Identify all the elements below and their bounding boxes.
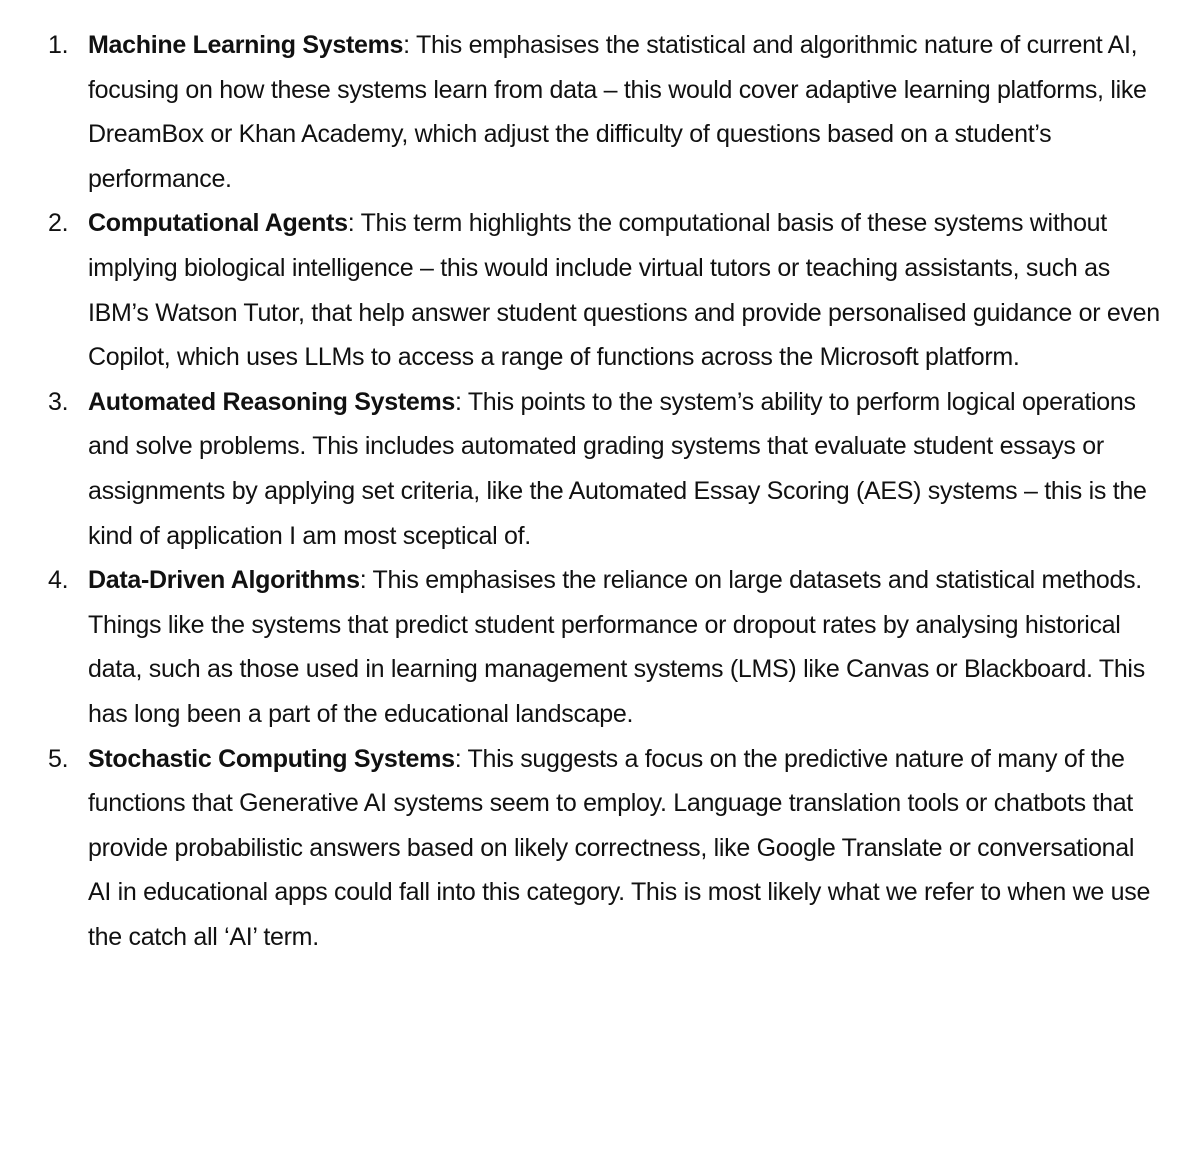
list-item-description: : This points to the system’s ability to perform logical operations and solve problems. This includes automated grading systems that evaluate student essays or assignments by applying set criteria, like the Automated Essay Scoring (AES) systems – this is the kind of application I am most sceptical of. (88, 387, 1147, 550)
list-item-description: : This emphasises the statistical and algorithmic nature of current AI, focusing on how these systems learn from data – this would cover adaptive learning platforms, like DreamBox or Khan Academy, which adjust the difficulty of questions based on a student’s performance. (88, 31, 1147, 193)
list-item-number: 4. (48, 566, 69, 595)
list-item-computational-agents (48, 201, 1160, 379)
list-item-term: Computational Agents (88, 209, 348, 238)
list-item-stochastic-computing-systems (48, 737, 1160, 960)
list-item-term: Automated Reasoning Systems (88, 387, 455, 416)
list-item-term: Machine Learning Systems (88, 31, 404, 59)
list-item-data-driven-algorithms (48, 558, 1160, 736)
list-item-number: 2. (48, 209, 69, 238)
list-item-description: : This term highlights the computational basis of these systems without implying biological intelligence – this would include virtual tutors or teaching assistants, such as IBM’s Watson Tutor, that help answer student questions and provide personalised guidance or even Copilot, which uses LLMs to access a range of functions across the Microsoft platform. (88, 209, 1160, 372)
list-item-description: : This emphasises the reliance on large datasets and statistical methods. Things like the systems that predict student performance or dropout rates by analysing historical data, such as those used in learning management systems (LMS) like Canvas or Blackboard. This has long been a part of the educational landscape. (88, 566, 1145, 728)
list-item-automated-reasoning-systems (48, 380, 1160, 558)
list-item-term: Stochastic Computing Systems (88, 744, 455, 773)
list-item-number: 1. (48, 31, 69, 59)
list-item-description: : This suggests a focus on the predictive nature of many of the functions that Generative AI systems seem to employ. Language translation tools or chatbots that provide probabilistic answers based on likely correctness, like Google Translate or conversational AI in educational apps could fall into this category. This is most likely what we refer to when we use the catch all ‘AI’ term. (88, 744, 1151, 951)
list-item-machine-learning-systems (48, 23, 1160, 201)
list-item-number: 5. (48, 744, 69, 773)
list-item-term: Data-Driven Algorithms (88, 566, 360, 595)
numbered-list (48, 23, 1160, 959)
list-item-number: 3. (48, 387, 69, 416)
